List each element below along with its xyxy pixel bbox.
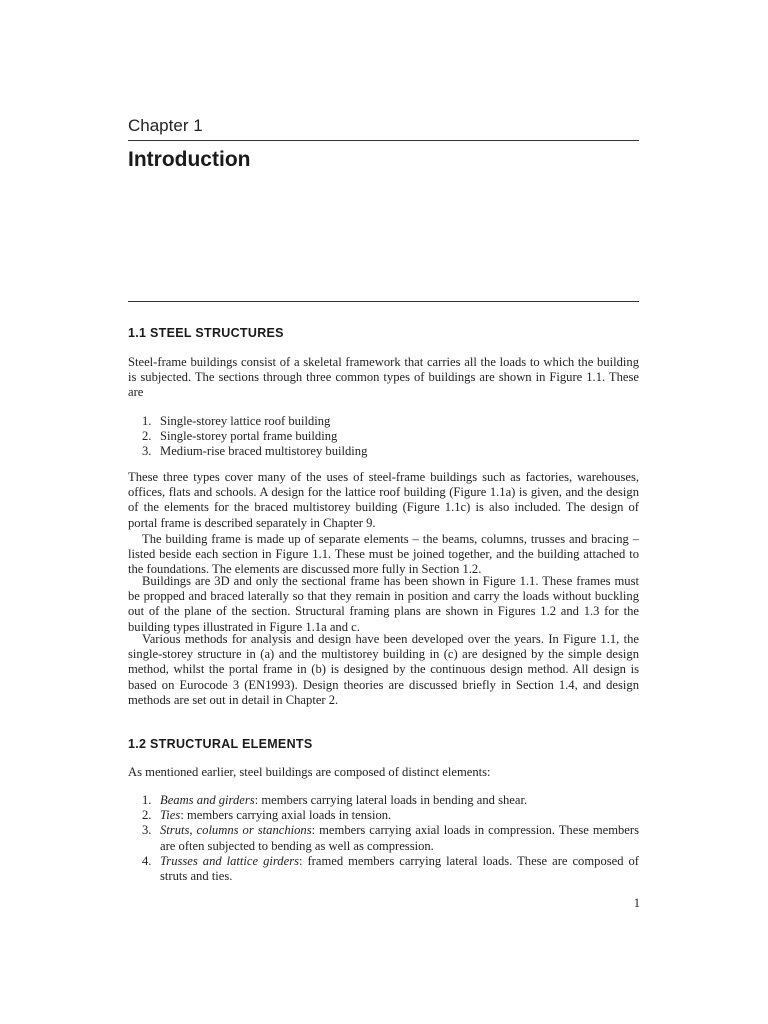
list-item-number: 4.: [142, 853, 152, 868]
list-item: [128, 414, 639, 429]
page-number: 1: [633, 896, 640, 910]
list-item: [128, 793, 639, 808]
list-item: [128, 429, 639, 444]
list-item: [128, 808, 639, 823]
list-item-number: 3.: [142, 823, 152, 838]
chapter-label: Chapter 1: [128, 116, 203, 135]
list-item-text: : members carrying axial loads in compression. These members are often subjected to bending as well as compression.: [160, 823, 639, 853]
list-item-text: Medium-rise braced multistorey building: [160, 444, 368, 459]
paragraph-3d-buildings: Buildings are 3D and only the sectional frame has been shown in Figure 1.1. These frames must be propped and braced laterally so that they remain in position and carry the loads without buckling out of the plane of the section. Structural framing plans are shown in Figures 1.2 and 1.3 for the building types illustrated in Figure 1.1a and c.: [128, 574, 639, 634]
paragraph-building-frame: The building frame is made up of separate elements – the beams, columns, trusses and bracing – listed beside each section in Figure 1.1. These must be joined together, and the building attached to the foundations. The elements are discussed more fully in Section 1.2.: [128, 532, 639, 577]
paragraph-elements-intro: As mentioned earlier, steel buildings are composed of distinct elements:: [128, 765, 491, 779]
chapter-title: Introduction: [128, 148, 251, 171]
list-item-number: 2.: [142, 429, 152, 444]
list-item: [128, 854, 639, 884]
list-item-term: Beams and girders: [160, 793, 255, 807]
structural-elements-list: [128, 793, 639, 884]
paragraph-steel-intro: Steel-frame buildings consist of a skeletal framework that carries all the loads to which the building is subjected. The sections through three common types of buildings are shown in Figure 1.1. These are: [128, 355, 639, 400]
paragraph-building-types: These three types cover many of the uses of steel-frame buildings such as factories, warehouses, offices, flats and schools. A design for the lattice roof building (Figure 1.1a) is given, and the design of the elements for the braced multistorey building (Figure 1.1c) is also included. The design of portal frame is described separately in Chapter 9.: [128, 470, 639, 530]
list-item-text: : members carrying axial loads in tension.: [180, 808, 392, 823]
section-heading-steel-structures: 1.1 STEEL STRUCTURES: [128, 326, 284, 340]
list-item-number: 1.: [142, 793, 152, 807]
chapter-rule-top: [128, 140, 639, 141]
list-item-term: Struts, columns or stanchions: [160, 823, 312, 838]
list-item-text: : members carrying lateral loads in bending and shear.: [254, 793, 528, 807]
section-heading-structural-elements: 1.2 STRUCTURAL ELEMENTS: [128, 737, 313, 751]
chapter-rule-bottom: [128, 301, 639, 302]
list-item-text: : framed members carrying lateral loads. These are composed of struts and ties.: [160, 853, 639, 884]
paragraph-design-methods: Various methods for analysis and design have been developed over the years. In Figure 1.1, the single-storey structure in (a) and the multistorey building in (c) are designed by the simple design method, whilst the portal frame in (b) is designed by the continuous design method. All design is based on Eurocode 3 (EN1993). Design theories are discussed briefly in Section 1.4, and design methods are set out in detail in Chapter 2.: [128, 632, 639, 707]
list-item-term: Trusses and lattice girders: [160, 853, 299, 868]
list-item-text: Single-storey lattice roof building: [160, 414, 331, 428]
building-types-list: [128, 414, 639, 460]
list-item-text: Single-storey portal frame building: [160, 429, 338, 444]
list-item: [128, 444, 639, 459]
list-item-number: 1.: [142, 414, 152, 428]
list-item-number: 2.: [142, 808, 152, 823]
list-item-term: Ties: [160, 808, 181, 823]
list-item: [128, 823, 639, 853]
list-item-number: 3.: [142, 444, 152, 459]
